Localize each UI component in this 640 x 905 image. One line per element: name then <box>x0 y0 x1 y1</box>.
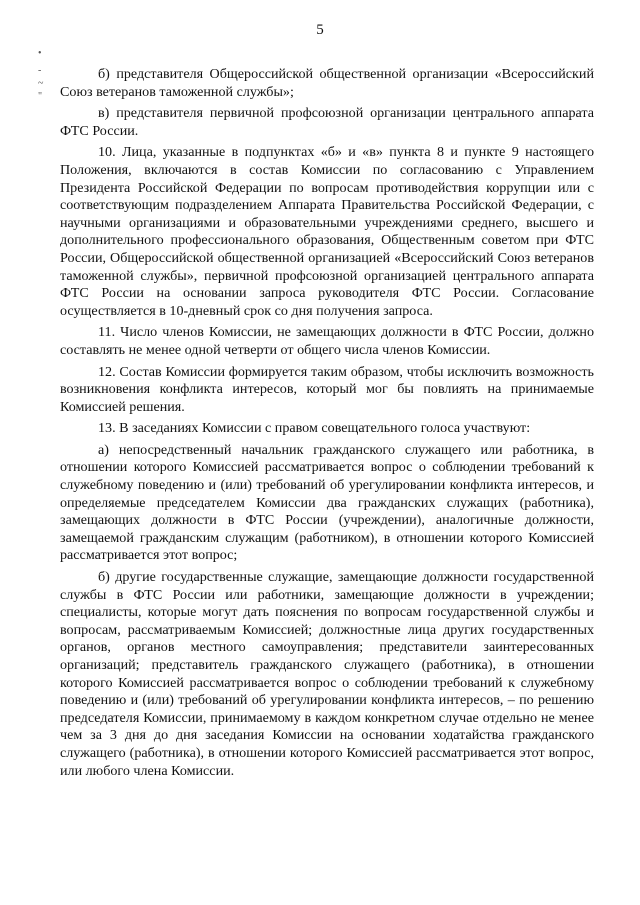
paragraph-item-b-representative: б) представителя Общероссийской общественной организации «Всероссийский Союз ветеранов таможенной службы»; <box>60 66 594 100</box>
paragraph-item-v-representative: в) представителя первичной профсоюзной организации центрального аппарата ФТС России. <box>60 105 594 139</box>
margin-marks <box>38 44 48 102</box>
margin-mark: ~ <box>38 78 44 89</box>
paragraph-12: 12. Состав Комиссии формируется таким образом, чтобы исключить возможность возникновения конфликта интересов, который мог бы повлиять на принимаемые Комиссией решения. <box>60 363 594 415</box>
paragraph-13-a: а) непосредственный начальник гражданского служащего или работника, в отношении которого Комиссией рассматривается вопрос о соблюдении требований к служебному поведению и (или) требований об урегулировании конфликта интересов, и определяемые председателем Комиссии два гражданских служащих (работника), замещающих должности в ФТС России (учреждении), аналогичные должности, замещаемой гражданским служащим (работником), в отношении которого Комиссией рассматривается этот вопрос; <box>60 441 594 564</box>
margin-mark: - <box>38 65 42 76</box>
paragraph-13: 13. В заседаниях Комиссии с правом совещательного голоса участвуют: <box>98 420 531 437</box>
paragraph-11: 11. Число членов Комиссии, не замещающих должности в ФТС России, должно составлять не менее одной четверти от общего числа членов Комиссии. <box>60 324 594 358</box>
paragraph-13-b: б) другие государственные служащие, замещающие должности государственной службы в ФТС России или работники, замещающие должности в учреждении; специалисты, которые могут дать пояснения по вопросам государственной службы и вопросам, рассматриваемым Комиссией; должностные лица других государственных органов, органов местного самоуправления; представители заинтересованных организаций; представитель гражданского служащего (работника), в отношении которого Комиссией рассматривается вопрос о соблюдении требований к служебному поведению и (или) требований об урегулировании конфликта интересов, – по решению председателя Комиссии, принимаемому в каждом конкретном случае отдельно не менее чем за 3 дня до дня заседания Комиссии на основании ходатайства гражданского служащего (работника), в отношении которого Комиссией рассматривается этот вопрос, или любого члена Комиссии. <box>60 569 594 779</box>
margin-mark: • <box>38 48 42 59</box>
paragraph-10: 10. Лица, указанные в подпунктах «б» и «в» пункта 8 и пункте 9 настоящего Положения, включаются в состав Комиссии по согласованию с Управлением Президента Российской Федерации по вопросам противодействия коррупции или с соответствующим подразделением Аппарата Правительства Российской Федерации, с научными организациями и образовательными учреждениями среднего, высшего и дополнительного профессионального образования, Общественным советом при ФТС России, Общероссийской общественной организацией «Всероссийский Союз ветеранов таможенной службы», первичной профсоюзной организацией центрального аппарата ФТС России на основании запроса руководителя ФТС России. Согласование осуществляется в 10-дневный срок со дня получения запроса. <box>60 144 594 319</box>
document-body <box>60 66 594 784</box>
page-number: 5 <box>316 22 324 38</box>
margin-mark: " <box>38 91 43 102</box>
